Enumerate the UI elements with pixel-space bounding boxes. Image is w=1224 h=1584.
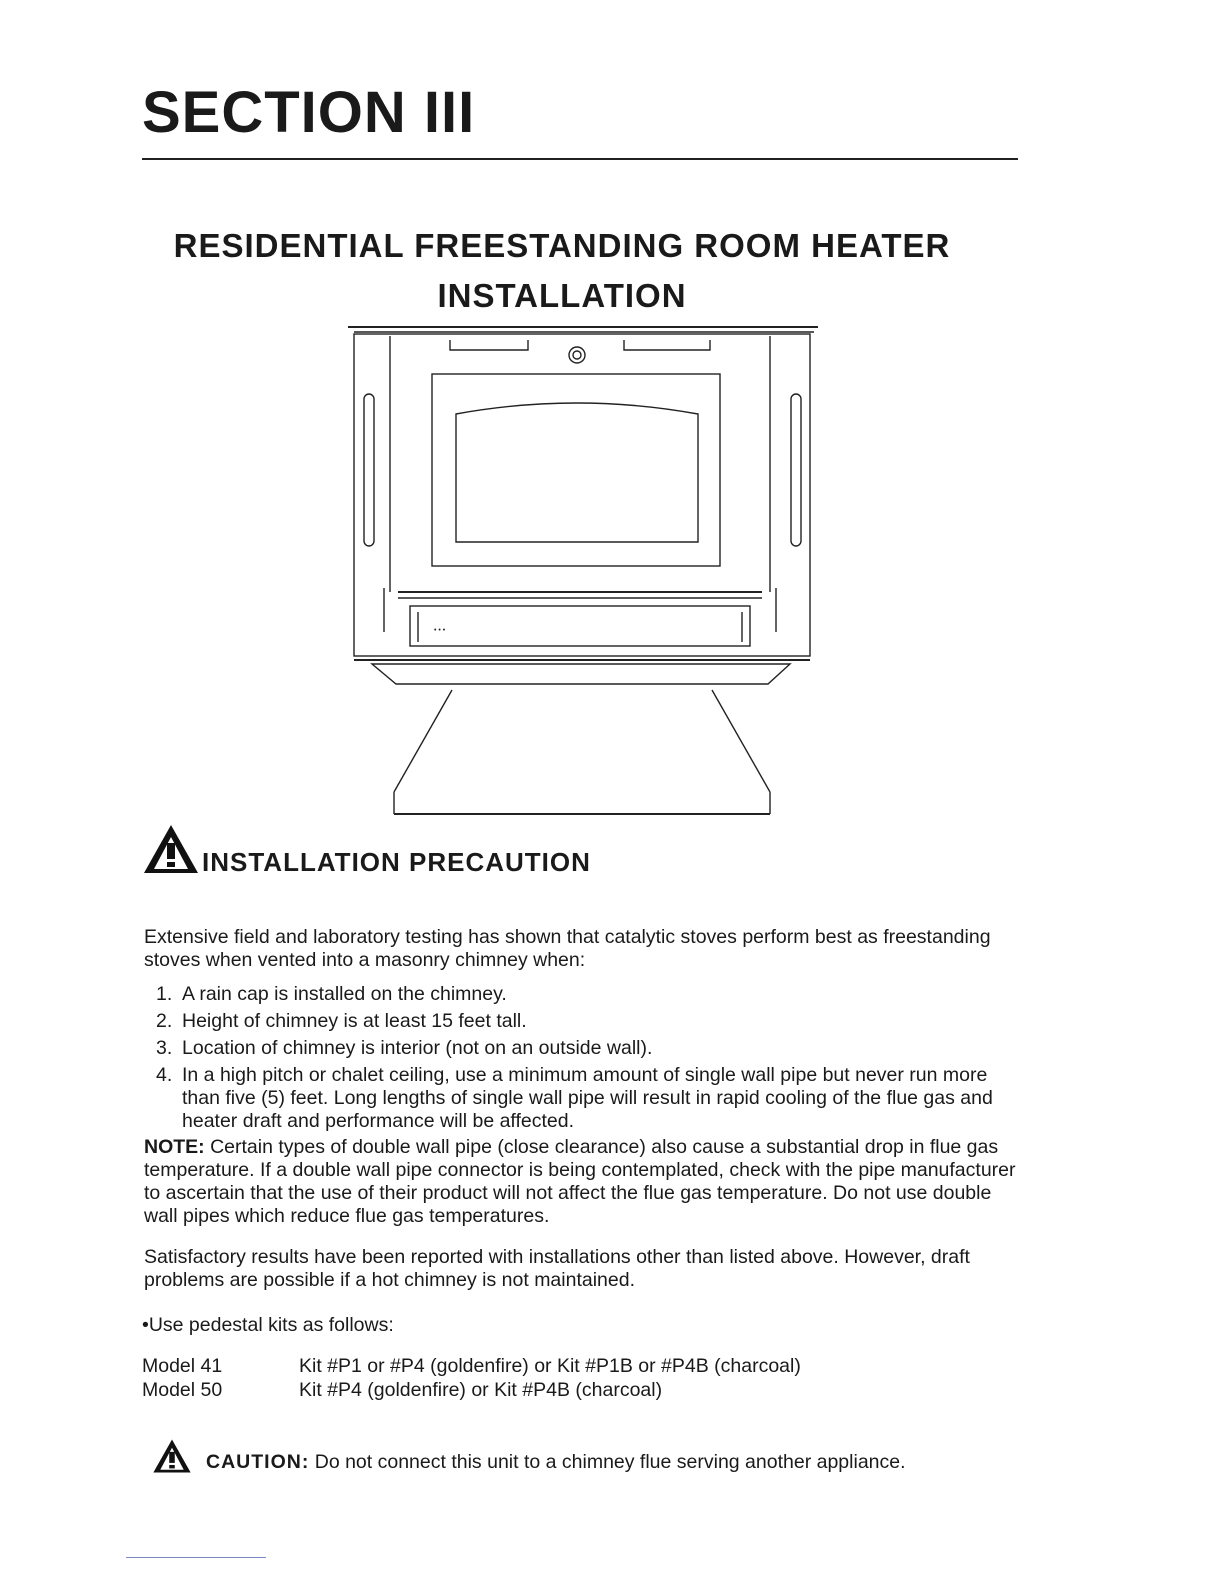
list-text: Height of chimney is at least 15 feet tall. [182,1010,527,1032]
list-text: A rain cap is installed on the chimney. [182,983,507,1005]
table-row [142,1378,801,1402]
caution-text [206,1451,906,1474]
pedestal-kits-table [142,1354,801,1402]
caution-label: CAUTION: [206,1451,310,1473]
satisfactory-paragraph: Satisfactory results have been reported with installations other than listed above. However, draft problems are possible if a hot chimney is not maintained. [144,1246,970,1291]
kit-cell: Kit #P1 or #P4 (goldenfire) or Kit #P1B or #P4B (charcoal) [299,1355,801,1377]
list-item [156,1010,1026,1033]
model-cell: Model 50 [142,1379,223,1401]
installation-precaution-header [142,823,591,875]
list-text: In a high pitch or chalet ceiling, use a minimum amount of single wall pipe but never run more than five (5) feet. Long lengths of single wall pipe will result in rapid cooling of the flue gas and heater draft and performance will be affected. [182,1064,993,1132]
stove-nameplate: • • • [434,627,446,634]
caution-notice [152,1438,906,1474]
note-text: Certain types of double wall pipe (close clearance) also cause a substantial drop in flue gas temperature. If a double wall pipe connector is being contemplated, check with the pipe manufacturer to ascertain that the use of their product will not affect the flue gas temperature. Do not use double wall pipes which reduce flue gas temperatures. [144,1136,1016,1227]
note-paragraph [144,1136,1024,1228]
page-title-line2: INSTALLATION [437,277,687,314]
pedestal-kits-intro: •Use pedestal kits as follows: [142,1314,394,1336]
list-number: 4. [156,1064,173,1086]
kit-cell: Kit #P4 (goldenfire) or Kit #P4B (charcoal) [299,1379,663,1401]
section-title: SECTION III [142,80,476,145]
stove-illustration [340,322,830,822]
list-item [156,1064,1026,1133]
page-title-line1: RESIDENTIAL FREESTANDING ROOM HEATER [173,227,951,264]
model-cell: Model 41 [142,1355,223,1377]
list-number: 1. [156,983,173,1005]
list-number: 2. [156,1010,173,1032]
list-item [156,1037,1026,1060]
footer-divider [126,1557,266,1558]
precaution-intro: Extensive field and laboratory testing has shown that catalytic stoves perform best as freestanding stoves when vented into a masonry chimney when: [144,926,991,971]
list-text: Location of chimney is interior (not on an outside wall). [182,1037,653,1059]
table-row [142,1354,801,1378]
warning-triangle-icon [152,1438,192,1474]
section-divider [142,158,1018,160]
precaution-heading: INSTALLATION PRECAUTION [202,847,591,877]
precaution-list [156,983,1026,1137]
warning-triangle-icon [142,823,200,875]
list-item [156,983,1026,1006]
note-label: NOTE: [144,1136,205,1158]
caution-body: Do not connect this unit to a chimney flue serving another appliance. [309,1451,906,1473]
list-number: 3. [156,1037,173,1059]
